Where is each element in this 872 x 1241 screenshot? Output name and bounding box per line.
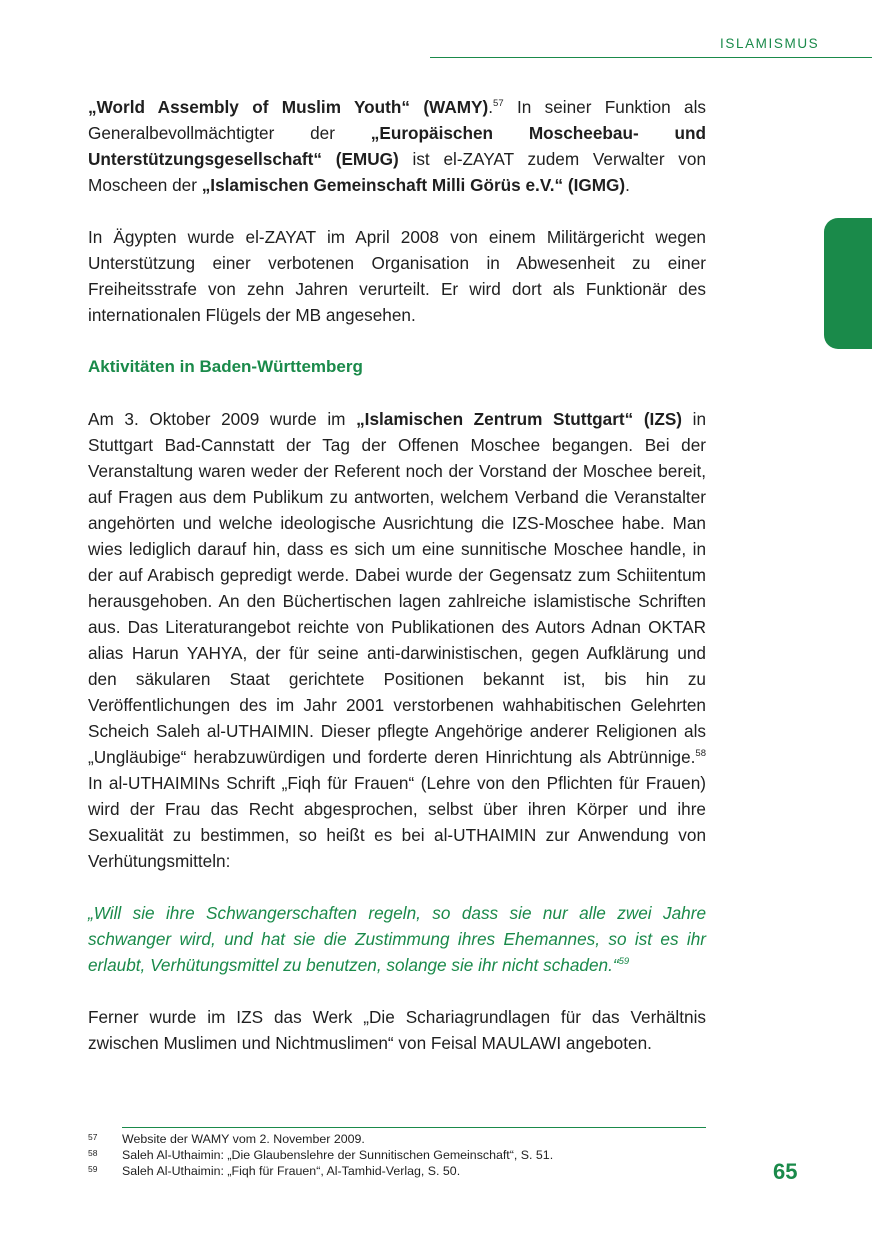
footnote-57: 57 Website der WAMY vom 2. November 2009. — [88, 1132, 365, 1146]
org-name-wamy: „World Assembly of Muslim Youth“ (WAMY) — [88, 97, 489, 117]
footnote-59: 59 Saleh Al-Uthaimin: „Fiqh für Frauen“, Al-Tamhid-Verlag, S. 50. — [88, 1164, 461, 1178]
footnotes — [88, 1131, 728, 1179]
main-text — [88, 94, 706, 1056]
page-number: 65 — [773, 1159, 798, 1184]
section-heading: Aktivitäten in Baden-Württemberg — [88, 357, 363, 376]
paragraph-2: In Ägypten wurde el-ZAYAT im April 2008 von einem Militärgericht wegen Unterstützung einer verbotenen Organisation in Abwesenheit zu einer Freiheitsstrafe von zehn Jahren verurteilt. Er wird dort als Funktionär des internationalen Flügels der MB angesehen. — [88, 227, 706, 325]
block-quote: „Will sie ihre Schwangerschaften regeln, so dass sie nur alle zwei Jahre schwanger wird, und hat sie die Zustimmung ihres Ehemannes, so ist es ihr erlaubt, Verhütungsmittel zu benutzen, solange sie ihr nicht schaden.“$^{59}$ — [88, 903, 706, 975]
section-label: ISLAMISMUS — [720, 36, 820, 51]
footnote-divider — [122, 1127, 706, 1128]
paragraph-3: Am 3. Oktober 2009 wurde im „Islamischen Zentrum Stuttgart“ (IZS) in Stuttgart Bad-Cannstatt der Tag der Offenen Moschee begangen. Bei der Veranstaltung waren weder der Referent noch der Vorstand der Moschee bereit, auf Fragen aus dem Publikum zu antworten, welchem Verband die Veranstalter angehörten und welche ideologische Ausrichtung die IZS-Moschee habe. Man wies lediglich darauf hin, dass es sich um eine sunnitische Moschee handle, in der auf Arabisch gepredigt werde. Dabei wurde der Gegensatz zum Schiitentum herausgehoben. An den Büchertischen lagen zahlreiche islamistische Schriften aus. Das Literaturangebot reichte von Publikationen des Autors Adnan OKTAR alias Harun YAHYA, der für seine anti-darwinistischen, gegen Aufklärung und den säkularen Staat gerichtete Positionen bekannt ist, bis hin zu Veröffentlichungen des im Jahr 2001 verstorbenen wahhabitischen Gelehrten Scheich Saleh al-UTHAIMIN. Dieser pflegte Angehörige anderer Religionen als „Ungläubige“ herabzuwürdigen und forderte deren Hinrichtung als Abtrünnige.$^{58}$ In al-UTHAIMINs Schrift „Fiqh für Frauen“ (Lehre von den Pflichten für Frauen) wird der Frau das Recht abgesprochen, selbst über ihren Körper und ihre Sexualität zu bestimmen, so heißt es bei al-UTHAIMIN zur Anwendung von Verhütungsmitteln: — [88, 409, 707, 871]
chapter-tab-marker — [824, 218, 872, 349]
paragraph-1: „World Assembly of Muslim Youth“ (WAMY).$^{57}$ In seiner Funktion als Generalbevollmächtigter der „Europäischen Moscheebau- und Unterstützungsgesellschaft“ (EMUG) ist el-ZAYAT zudem Verwalter von Moscheen der „Islamischen Gemeinschaft Milli Görüs e.V.“ (IGMG). — [88, 97, 707, 195]
org-name-igmg: „Islamischen Gemeinschaft Milli Görüs e.V.“ (IGMG) — [201, 175, 626, 195]
org-name-izs: „Islamischen Zentrum Stuttgart“ (IZS) — [356, 409, 683, 429]
paragraph-4: Ferner wurde im IZS das Werk „Die Schariagrundlagen für das Verhältnis zwischen Muslimen und Nichtmuslimen“ von Feisal MAULAWI angeboten. — [88, 1007, 706, 1053]
org-name-emug: „Europäischen Moscheebau- und Unterstützungsgesellschaft“ (EMUG) — [88, 123, 706, 169]
footnote-ref-59[interactable]: 59 — [618, 956, 630, 967]
header-rule — [430, 57, 872, 58]
footnote-58: 58 Saleh Al-Uthaimin: „Die Glaubenslehre der Sunnitischen Gemeinschaft“, S. 51. — [88, 1148, 554, 1162]
footnote-ref-58[interactable]: 58 — [695, 748, 706, 759]
footnote-ref-57[interactable]: 57 — [493, 98, 504, 109]
